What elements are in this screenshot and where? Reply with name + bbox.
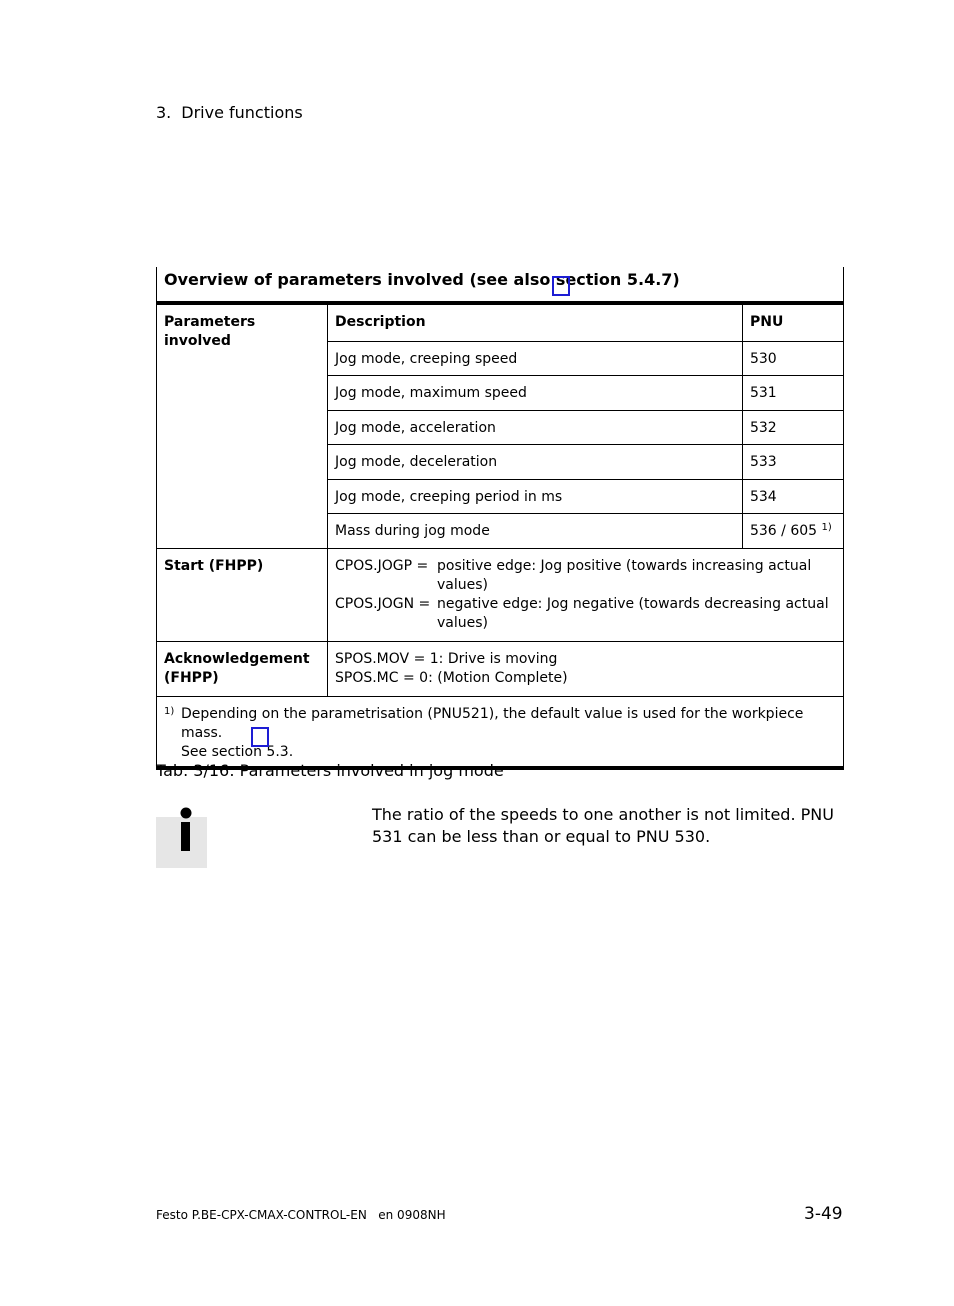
param-description: Jog mode, creeping period in ms: [328, 479, 743, 514]
acknowledgement-row: [157, 642, 844, 697]
description-header: Description: [328, 303, 743, 341]
footnote-row: [157, 697, 844, 769]
note-text: The ratio of the speeds to one another is not limited. PNU 531 can be less than or equal to PNU 530.: [372, 805, 834, 846]
jogn-signal: CPOS.JOGN =: [335, 596, 431, 613]
param-description: Jog mode, deceleration: [328, 445, 743, 480]
param-description: Jog mode, acceleration: [328, 410, 743, 445]
footer-document-id: Festo P.BE-CPX-CMAX-CONTROL-EN en 0908NH: [156, 1208, 446, 1222]
parameters-table: [156, 267, 844, 770]
section-number: 3.: [156, 103, 172, 122]
start-content: [328, 549, 844, 642]
section-header: [156, 103, 303, 122]
jogp-signal: CPOS.JOGP =: [335, 558, 429, 575]
jogn-text: negative edge: Jog negative (towards decreasing actual values): [437, 596, 829, 632]
param-pnu: 530: [742, 341, 843, 376]
table-caption: Tab. 3/16: Parameters involved in jog mode: [156, 761, 504, 780]
param-pnu: 533: [742, 445, 843, 480]
param-description: Jog mode, creeping speed: [328, 341, 743, 376]
footnote-cell: [157, 697, 844, 769]
footnote-number: 1): [164, 706, 175, 718]
info-icon: [156, 806, 207, 868]
start-label: Start (FHPP): [157, 549, 328, 642]
param-description: Mass during jog mode: [328, 514, 743, 549]
ack-line: SPOS.MC = 0: (Motion Complete): [335, 670, 568, 687]
acknowledgement-content: [328, 642, 844, 697]
section-link-box[interactable]: [251, 727, 269, 747]
acknowledgement-label-line1: Acknowledgement: [164, 651, 310, 668]
acknowledgement-label-line2: (FHPP): [164, 670, 219, 687]
table-title: Overview of parameters involved (see also section 5.4.7): [164, 270, 680, 289]
table-title-cell: [157, 267, 844, 303]
start-row: [157, 549, 844, 642]
parameters-involved-label: Parameters involved: [157, 303, 328, 549]
acknowledgement-label: [157, 642, 328, 697]
ack-line: SPOS.MOV = 1: Drive is moving: [335, 651, 558, 668]
jogp-text: positive edge: Jog positive (towards increasing actual values): [437, 558, 812, 594]
footnote-mark: 1): [821, 522, 832, 534]
param-pnu: 531: [742, 376, 843, 411]
param-description: Jog mode, maximum speed: [328, 376, 743, 411]
param-pnu-cell: [742, 514, 843, 549]
pnu-header: PNU: [742, 303, 843, 341]
footnote-line2: See section 5.3.: [181, 744, 294, 761]
param-pnu: 532: [742, 410, 843, 445]
page-number: 3-49: [804, 1204, 843, 1224]
footnote-line1: Depending on the parametrisation (PNU521), the default value is used for the workpiece mass.: [181, 706, 804, 742]
section-link-box[interactable]: [552, 276, 570, 296]
section-title: Drive functions: [181, 103, 303, 122]
param-pnu: 534: [742, 479, 843, 514]
param-pnu: 536 / 605: [749, 523, 818, 540]
